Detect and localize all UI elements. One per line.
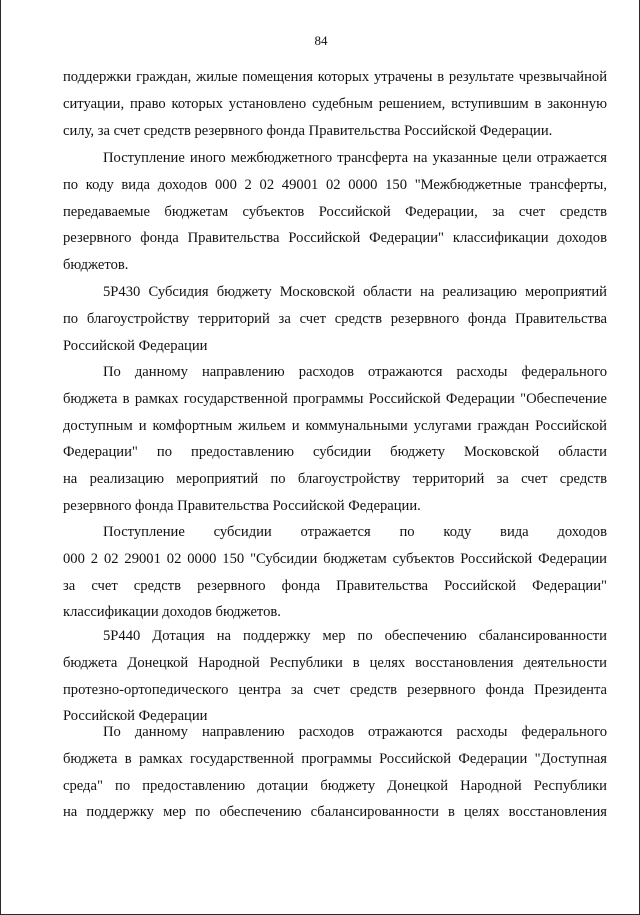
paragraph	[63, 623, 607, 730]
text-line: Поступление субсидии отражается по коду вида доходов	[103, 524, 607, 540]
text-line: бюджета Донецкой Народной Республики в целях восстановления деятельности	[63, 654, 607, 671]
text-line: поддержки граждан, жилые помещения которых утрачены в результате чрезвычайной	[63, 69, 607, 85]
text-line: бюджетов.	[63, 257, 129, 274]
text-line: По данному направлению расходов отражаются расходы федерального	[103, 724, 607, 740]
text-line: по благоустройству территорий за счет средств резервного фонда Правительства	[63, 310, 607, 327]
paragraph	[63, 145, 607, 279]
text-line: по коду вида доходов 000 2 02 49001 02 0000 150 "Межбюджетные трансферты,	[63, 176, 607, 193]
text-line: передаваемые бюджетам субъектов Российской Федерации, за счет средств	[63, 203, 607, 220]
paragraph	[63, 64, 607, 144]
text-line: ситуации, право которых установлено судебным решением, вступившим в законную	[63, 95, 607, 112]
text-line: на реализацию мероприятий по благоустройству территорий за счет средств	[63, 471, 607, 488]
text-line: Поступление иного межбюджетного трансферта на указанные цели отражается	[103, 150, 607, 166]
paragraph	[63, 519, 607, 626]
text-line: доступным и комфортным жильем и коммунальными услугами граждан Российской	[63, 417, 607, 434]
text-line: силу, за счет средств резервного фонда Правительства Российской Федерации.	[63, 122, 553, 139]
paragraph	[63, 359, 607, 520]
text-line: По данному направлению расходов отражаются расходы федерального	[103, 364, 607, 380]
text-line: за счет средств резервного фонда Правительства Российской Федерации"	[63, 577, 607, 594]
text-line: на поддержку мер по обеспечению сбалансированности в целях восстановления	[63, 804, 607, 821]
text-line: Российской Федерации	[63, 708, 208, 725]
text-line: классификации доходов бюджетов.	[63, 604, 281, 621]
text-line: среда" по предоставлению дотации бюджету Донецкой Народной Республики	[63, 777, 607, 794]
text-line: протезно-ортопедического центра за счет средств резервного фонда Президента	[63, 681, 607, 698]
text-line: 000 2 02 29001 02 0000 150 "Субсидии бюджетам субъектов Российской Федерации	[63, 550, 607, 567]
text-line: 5Р430 Субсидия бюджету Московской области на реализацию мероприятий	[103, 284, 607, 300]
text-line: бюджета в рамках государственной программы Российской Федерации "Обеспечение	[63, 390, 607, 407]
text-line: бюджета в рамках государственной программы Российской Федерации "Доступная	[63, 750, 607, 767]
text-line: 5Р440 Дотация на поддержку мер по обеспечению сбалансированности	[103, 628, 607, 644]
text-line: резервного фонда Правительства Российской Федерации.	[63, 497, 421, 514]
text-line: резервного фонда Правительства Российской Федерации" классификации доходов	[63, 230, 607, 247]
paragraph	[63, 279, 607, 359]
text-line: Российской Федерации	[63, 337, 208, 354]
paragraph	[63, 719, 607, 826]
page-number: 84	[314, 33, 328, 48]
text-line: Федерации" по предоставлению субсидии бюджету Московской области	[63, 444, 607, 461]
